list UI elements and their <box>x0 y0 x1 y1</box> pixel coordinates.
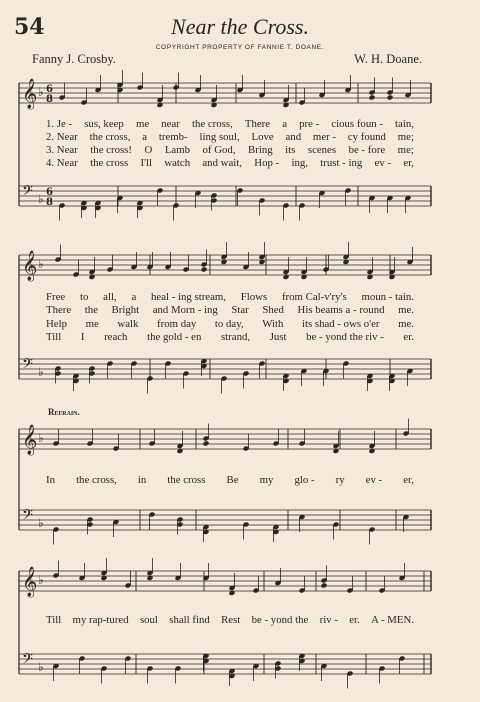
flat-key-signature: ♭ <box>38 365 44 379</box>
lyric-word: be - fore <box>348 144 386 156</box>
lyric-word: all, <box>103 291 117 303</box>
treble-clef: 𝄞 <box>22 425 38 455</box>
lyric-word: ry <box>335 474 345 486</box>
lyric-word: 2. Near <box>46 131 78 143</box>
lyric-word: tain, <box>395 118 414 130</box>
lyric-word: soul <box>139 614 158 626</box>
lyric-word: cious foun - <box>331 118 383 130</box>
lyric-word: be - yond the riv - <box>306 331 384 343</box>
lyric-word: from day <box>157 318 197 330</box>
lyric-word: Till <box>46 331 62 343</box>
lyric-word: and wait, <box>202 157 242 169</box>
lyric-word: me <box>85 318 99 330</box>
lyric-word: tremb- <box>158 131 188 143</box>
lyric-word: cy found <box>347 131 386 143</box>
lyric-word: shall find <box>169 614 210 626</box>
copyright-notice: COPYRIGHT PROPERTY OF FANNIE T. DOANE. <box>155 44 325 51</box>
lyric-word: my <box>259 474 274 486</box>
lyric-word: Free <box>46 291 66 303</box>
note-head <box>201 266 208 272</box>
lyric-word: Till <box>46 614 62 626</box>
lyricist-credit: Fanny J. Crosby. <box>32 52 116 66</box>
lyric-word: near <box>161 118 180 130</box>
lyric-word: heal - ing stream, <box>151 291 226 303</box>
lyric-word: Star <box>231 304 249 316</box>
lyric-word: ling soul, <box>199 131 240 143</box>
lyric-word: its shad - ows o'er <box>301 318 380 330</box>
time-signature-top: 6 <box>46 84 53 95</box>
lyric-word: His beams a - round <box>297 304 385 316</box>
bass-clef: 𝄢 <box>22 356 33 376</box>
lyric-word: In <box>46 474 55 486</box>
lyric-word: strand, <box>220 331 251 343</box>
lyric-word: 3. Near <box>46 144 78 156</box>
bass-clef: 𝄢 <box>22 651 33 671</box>
lyric-word: in <box>137 474 147 486</box>
note-head <box>369 94 376 100</box>
lyric-word: There <box>46 304 72 316</box>
lyric-word: 4. Near <box>46 157 78 169</box>
lyric-word: reach <box>104 331 128 343</box>
lyric-word: er. <box>349 614 360 626</box>
refrain-line <box>46 614 414 626</box>
lyric-word: er, <box>403 474 414 486</box>
lyric-word: a <box>131 291 137 303</box>
verse-line <box>46 157 414 169</box>
composer-credit: W. H. Doane. <box>354 52 422 66</box>
note-head <box>203 440 210 446</box>
lyric-word: scenes <box>307 144 337 156</box>
lyric-word: Help <box>46 318 67 330</box>
bass-clef: 𝄢 <box>22 183 33 203</box>
verse-line <box>46 318 414 330</box>
lyric-word: a <box>142 131 148 143</box>
flat-key-signature: ♭ <box>38 257 44 271</box>
time-signature-bottom: 8 <box>46 94 53 105</box>
lyric-word: riv - <box>319 614 338 626</box>
verse-line <box>46 291 414 303</box>
lyric-word: er. <box>403 331 414 343</box>
refrain-label: Refrain. <box>48 407 80 417</box>
verse-line <box>46 131 414 143</box>
lyric-word: walk <box>117 318 139 330</box>
lyric-word: the <box>84 304 98 316</box>
lyric-word: me; <box>397 131 414 143</box>
lyric-word: 1. Je - <box>46 118 73 130</box>
lyric-word: Lamb <box>164 144 191 156</box>
lyric-word: Hop - <box>254 157 280 169</box>
lyric-word: my rap-tured <box>72 614 129 626</box>
lyric-word: the cross <box>90 157 129 169</box>
lyric-word: Just <box>269 331 287 343</box>
note-head <box>387 94 394 100</box>
lyric-word: O <box>144 144 153 156</box>
treble-clef: 𝄞 <box>22 251 38 281</box>
bass-clef: 𝄢 <box>22 507 33 527</box>
lyric-word: trust - ing <box>320 157 363 169</box>
lyric-word: er, <box>403 157 414 169</box>
lyric-word: pre - <box>299 118 320 130</box>
lyric-word: Bright <box>111 304 140 316</box>
lyric-word: the cross, <box>191 118 233 130</box>
lyric-word: sus, keep <box>84 118 124 130</box>
lyric-word: me. <box>398 304 414 316</box>
lyric-word: the cross! <box>90 144 132 156</box>
verse-line <box>46 144 414 156</box>
lyric-word: Be <box>226 474 239 486</box>
note-head <box>321 582 328 588</box>
treble-clef: 𝄞 <box>22 567 38 597</box>
lyric-word: ev - <box>365 474 383 486</box>
time-signature-top: 6 <box>46 187 53 198</box>
verse-line <box>46 118 414 130</box>
lyric-word: watch <box>164 157 191 169</box>
lyric-word: Shed <box>262 304 284 316</box>
lyric-word: the cross <box>167 474 206 486</box>
flat-key-signature: ♭ <box>38 431 44 445</box>
lyric-word: to <box>79 291 89 303</box>
hymn-number: 54 <box>14 14 45 40</box>
lyric-word: Bring <box>248 144 273 156</box>
lyric-word: from Cal-v'ry's <box>281 291 347 303</box>
lyric-word: glo - <box>294 474 315 486</box>
lyric-word: A - MEN. <box>371 614 414 626</box>
flat-key-signature: ♭ <box>38 85 44 99</box>
lyric-word: of God, <box>202 144 236 156</box>
lyric-word: There <box>244 118 271 130</box>
verse-line <box>46 304 414 316</box>
lyric-word: me <box>135 118 150 130</box>
flat-key-signature: ♭ <box>38 516 44 530</box>
lyric-word: and <box>285 131 302 143</box>
flat-key-signature: ♭ <box>38 192 44 206</box>
lyric-word: Love <box>251 131 274 143</box>
lyric-word: its <box>285 144 296 156</box>
lyric-word: I <box>80 331 85 343</box>
lyric-word: a <box>282 118 287 130</box>
hymn-title: Near the Cross. <box>171 14 309 39</box>
verse-line <box>46 331 414 343</box>
refrain-line <box>46 474 414 486</box>
lyric-word: moun - tain. <box>361 291 414 303</box>
lyric-word: to day, <box>214 318 244 330</box>
lyric-word: the gold - en <box>147 331 202 343</box>
lyric-word: Flows <box>240 291 268 303</box>
lyric-word: ing, <box>291 157 308 169</box>
lyric-word: Rest <box>221 614 241 626</box>
lyric-word: me; <box>397 144 414 156</box>
lyric-word: me. <box>398 318 414 330</box>
lyric-word: the cross, <box>76 474 117 486</box>
time-signature-bottom: 8 <box>46 197 53 208</box>
lyric-word: and Morn - ing <box>152 304 218 316</box>
lyric-word: be - yond the <box>251 614 309 626</box>
lyric-word: With <box>262 318 284 330</box>
treble-clef: 𝄞 <box>22 79 38 109</box>
lyric-word: the cross, <box>89 131 131 143</box>
lyric-word: ev - <box>374 157 392 169</box>
lyric-word: I'll <box>140 157 153 169</box>
flat-key-signature: ♭ <box>38 660 44 674</box>
flat-key-signature: ♭ <box>38 573 44 587</box>
lyric-word: mer - <box>312 131 337 143</box>
